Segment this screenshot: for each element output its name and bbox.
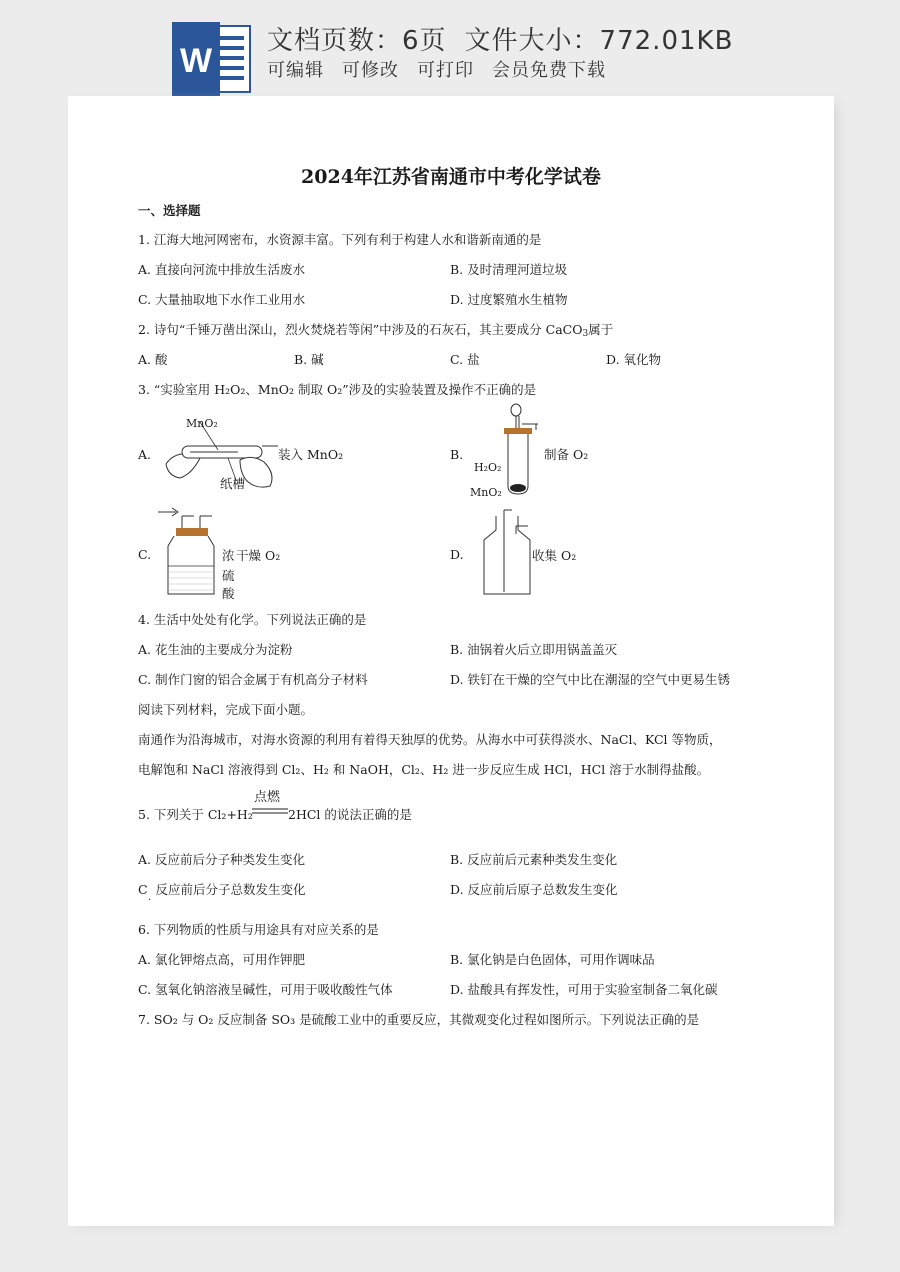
- q3-a-mno2-label: MnO₂: [186, 417, 218, 430]
- q3-a-paper-trough-label: 纸槽: [220, 476, 246, 491]
- document-page: [68, 96, 834, 1226]
- feature-free-download[interactable]: 会员免费下载: [492, 60, 606, 81]
- q1-option-d: D. 过度繁殖水生植物: [450, 292, 568, 307]
- q6-option-c: C. 氢氧化钠溶液呈碱性，可用于吸收酸性气体: [138, 982, 393, 997]
- q5-option-b: B. 反应前后元素种类发生变化: [450, 852, 618, 867]
- q5-stem-end: 2HCl 的说法正确的是: [288, 807, 412, 822]
- q2-stem: 2. 诗句“千锤万凿出深山，烈火焚烧若等闲”中涉及的石灰石，其主要成分 CaCO$_3$属于: [138, 322, 614, 339]
- q3-option-c-label: C.: [138, 547, 152, 562]
- file-size: 文件大小：772.01KB: [464, 26, 734, 56]
- gas-drying-bottle-figure: [158, 506, 218, 602]
- svg-text:W: W: [179, 42, 213, 80]
- reaction-equals-sign: [252, 807, 288, 815]
- q2-option-a: A. 酸: [138, 352, 168, 367]
- q4-option-b: B. 油锅着火后立即用锅盖盖灭: [450, 642, 618, 657]
- word-document-icon: [172, 22, 252, 96]
- download-banner: [0, 0, 900, 96]
- q1-option-c: C. 大量抽取地下水作工业用水: [138, 292, 306, 307]
- q6-option-d: D. 盐酸具有挥发性，可用于实验室制备二氧化碳: [450, 982, 718, 997]
- q6-stem: 6. 下列物质的性质与用途具有对应关系的是: [138, 922, 379, 937]
- feature-editable: 可编辑: [267, 60, 324, 81]
- q6-option-a: A. 氯化钾熔点高，可用作钾肥: [138, 952, 305, 967]
- feature-list: [267, 56, 624, 82]
- q2-option-c: C. 盐: [450, 352, 480, 367]
- q3-c-acid-label-3: 酸: [222, 586, 235, 601]
- q5-option-a: A. 反应前后分子种类发生变化: [138, 852, 305, 867]
- q3-a-caption: 装入 MnO₂: [278, 447, 344, 462]
- q1-option-b: B. 及时清理河道垃圾: [450, 262, 568, 277]
- q4-option-c: C. 制作门窗的铝合金属于有机高分子材料: [138, 672, 368, 687]
- q3-stem: 3. “实验室用 H₂O₂、MnO₂ 制取 O₂”涉及的实验装置及操作不正确的是: [138, 382, 537, 397]
- q1-option-a: A. 直接向河流中排放生活废水: [138, 262, 305, 277]
- q5-reaction-condition: 点燃: [254, 790, 281, 805]
- section-heading: 一、选择题: [138, 203, 201, 218]
- q3-c-acid-label-2: 硫: [222, 568, 235, 583]
- feature-printable: 可打印: [417, 60, 474, 81]
- q4-option-a: A. 花生油的主要成分为淀粉: [138, 642, 293, 657]
- gas-collecting-bottle-figure: [480, 506, 540, 600]
- q3-option-d-label: D.: [450, 547, 464, 562]
- material-intro: 阅读下列材料，完成下面小题。: [138, 702, 314, 717]
- q3-d-caption: 收集 O₂: [532, 548, 577, 563]
- q3-b-h2o2-label: H₂O₂: [474, 461, 502, 474]
- material-line-1: 南通作为沿海城市，对海水资源的利用有着得天独厚的优势。从海水中可获得淡水、NaCl、KCl 等物质，: [138, 732, 722, 747]
- q6-option-b: B. 氯化钠是白色固体，可用作调味品: [450, 952, 655, 967]
- q5-option-d: D. 反应前后原子总数发生变化: [450, 882, 618, 897]
- document-content: [68, 96, 834, 1226]
- q3-option-b-label: B.: [450, 447, 464, 462]
- gas-generator-figure: [498, 402, 548, 502]
- q3-c-caption: 干燥 O₂: [236, 548, 281, 563]
- q2-option-b: B. 碱: [294, 352, 324, 367]
- q7-stem: 7. SO₂ 与 O₂ 反应制备 SO₃ 是硫酸工业中的重要反应，其微观变化过程如图所示。下列说法正确的是: [138, 1012, 700, 1027]
- q4-stem: 4. 生活中处处有化学。下列说法正确的是: [138, 612, 367, 627]
- material-line-2: 电解饱和 NaCl 溶液得到 Cl₂、H₂ 和 NaOH，Cl₂、H₂ 进一步反应生成 HCl，HCl 溶于水制得盐酸。: [138, 762, 710, 777]
- q2-option-d: D. 氧化物: [606, 352, 662, 367]
- document-title: 2024年江苏省南通市中考化学试卷: [301, 166, 601, 188]
- q5-option-c-dot: ·: [148, 895, 152, 906]
- q5-stem-start: 5. 下列关于 Cl₂+H₂: [138, 807, 253, 822]
- page-count: 文档页数：6页: [267, 26, 447, 56]
- q3-option-a-label: A.: [138, 447, 152, 462]
- q1-stem: 1. 江海大地河网密布，水资源丰富。下列有利于构建人水和谐新南通的是: [138, 232, 542, 247]
- q3-b-caption: 制备 O₂: [544, 447, 589, 462]
- q3-b-mno2-label: MnO₂: [470, 486, 502, 499]
- q5-option-c: C 反应前后分子总数发生变化: [138, 882, 306, 897]
- feature-modifiable: 可修改: [342, 60, 399, 81]
- document-info: [267, 20, 751, 57]
- q3-c-acid-label-1: 浓: [222, 548, 235, 563]
- q4-option-d: D. 铁钉在干燥的空气中比在潮湿的空气中更易生锈: [450, 672, 731, 687]
